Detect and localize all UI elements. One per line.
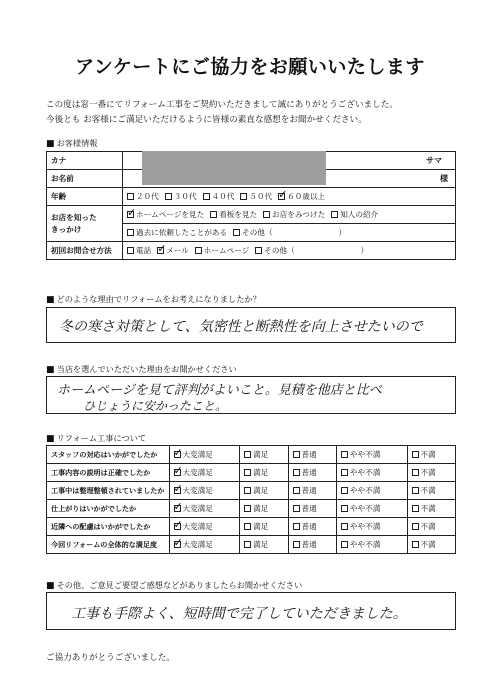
rating-cell[interactable] [407,500,455,518]
rating-label: 満足 [253,522,269,531]
inquiry-checkbox-3[interactable] [255,247,262,254]
rating-checkbox[interactable] [412,487,419,494]
source-row1-option-2[interactable] [263,209,325,220]
rating-label: 不満 [420,504,436,513]
rating-label: 不満 [420,468,436,477]
rating-cell[interactable] [169,482,240,500]
inquiry-checkbox-2[interactable] [195,247,202,254]
inquiry-checkbox-0[interactable] [127,247,134,254]
rating-checkbox[interactable] [174,541,181,548]
rating-label: 不満 [420,450,436,459]
q1-heading: ■ どのような理由でリフォームをお考えになりましたか？ [46,294,261,305]
rating-checkbox[interactable] [244,487,251,494]
rating-checkbox[interactable] [244,451,251,458]
age-label: 年齢 [47,188,123,206]
source-row2-other-close: ） [338,228,347,237]
inquiry-option-label: その他（ [264,246,295,255]
age-option-label: ５０代 [249,192,273,201]
review-row [47,518,456,536]
rating-cell[interactable] [407,536,455,554]
rating-checkbox[interactable] [244,541,251,548]
intro-line-1: この度は窓一番にてリフォーム工事をご契約いただきまして誠にありがとうございました。 [46,100,398,110]
rating-checkbox[interactable] [174,469,181,476]
source-row2-checkbox-1[interactable] [233,229,240,236]
rating-label: 大変満足 [182,450,213,459]
rating-label: 不満 [420,522,436,531]
rating-cell[interactable] [240,482,288,500]
rating-cell[interactable] [336,482,407,500]
rating-label: 大変満足 [182,540,213,549]
rating-checkbox[interactable] [341,451,348,458]
rating-label: 普通 [301,468,317,477]
review-question: 近隣への配慮はいかがでしたか [47,518,170,536]
source-row1-checkbox-3[interactable] [331,211,338,218]
age-option-label: ２０代 [136,192,159,201]
review-table [46,445,456,554]
inquiry-other-close: ） [360,246,369,255]
rating-label: 満足 [253,468,269,477]
age-checkbox-4[interactable] [278,193,285,200]
rating-checkbox[interactable] [341,469,348,476]
source-row2-option-0[interactable] [127,227,227,238]
q1-answer-text: 冬の寒さ対策として、気密性と断熱性を向上させたいので [59,319,423,335]
source-row1-option-label: 看板を見た [219,210,258,219]
rating-cell[interactable] [288,518,336,536]
q2-answer-line-2: ひじょうに安かったこと。 [83,399,228,413]
review-row [47,482,456,500]
rating-label: 大変満足 [182,486,213,495]
source-options-row-2 [123,224,456,242]
rating-checkbox[interactable] [293,469,300,476]
rating-checkbox[interactable] [412,541,419,548]
review-question: 仕上がりはいかがでしたか [47,500,170,518]
rating-label: やや不満 [349,468,381,477]
rating-cell[interactable] [240,464,288,482]
rating-cell[interactable] [288,446,336,464]
source-row2-option-1[interactable] [233,227,272,238]
q2-answer-line-1: ホームページを見て評判がよいこと。見積を他店と比べ [57,383,382,398]
review-row [47,500,456,518]
rating-checkbox[interactable] [341,523,348,530]
review-heading: ■ リフォーム工事について [46,433,147,444]
q3-answer-text: 工事も手際よく、短時間で完了していただきました。 [71,606,407,622]
rating-checkbox[interactable] [293,487,300,494]
source-row1-option-label: 知人の紹介 [340,210,379,219]
rating-cell[interactable] [407,482,455,500]
name-suffix: 様 [440,174,448,183]
rating-checkbox[interactable] [341,505,348,512]
inquiry-option-label: メール [166,246,189,255]
source-row2-option-label: その他（ [242,228,273,237]
age-checkbox-2[interactable] [203,193,210,200]
rating-checkbox[interactable] [341,487,348,494]
inquiry-option-2[interactable] [195,245,249,256]
source-options-row-1 [123,206,456,224]
rating-label: 普通 [301,486,317,495]
source-row1-option-label: お店をみつけた [272,210,326,219]
rating-cell[interactable] [169,500,240,518]
rating-label: 満足 [253,540,269,549]
review-row [47,464,456,482]
review-row [47,536,456,554]
rating-label: やや不満 [349,540,381,549]
rating-cell[interactable] [169,464,240,482]
rating-checkbox[interactable] [293,505,300,512]
rating-label: 普通 [301,540,317,549]
q1-answer-box[interactable] [46,307,456,343]
inquiry-checkbox-1[interactable] [157,247,164,254]
footer-thanks: ご協力ありがとうございました。 [46,653,175,663]
source-row1-option-0[interactable] [127,209,204,220]
rating-checkbox[interactable] [244,469,251,476]
q3-heading: ■ その他、ご意見ご要望ご感想などがありましたらお聞かせください [46,580,303,591]
rating-label: 普通 [301,522,317,531]
rating-cell[interactable] [240,536,288,554]
source-row1-option-3[interactable] [331,209,378,220]
inquiry-option-label: 電話 [136,246,152,255]
age-option-1[interactable] [165,191,197,202]
kana-label: カナ [47,152,123,170]
age-option-0[interactable] [127,191,159,202]
rating-cell[interactable] [288,482,336,500]
rating-cell[interactable] [407,446,455,464]
rating-label: 大変満足 [182,522,213,531]
age-option-label: ４０代 [211,192,235,201]
name-label: お名前 [47,170,123,188]
rating-label: 大変満足 [182,468,213,477]
inquiry-option-label: ホームページ [203,246,250,255]
inquiry-option-3[interactable] [255,245,294,256]
rating-checkbox[interactable] [293,523,300,530]
customer-heading: ■ お客様情報 [46,138,98,149]
rating-cell[interactable] [240,446,288,464]
rating-cell[interactable] [288,464,336,482]
source-row2-checkbox-0[interactable] [127,229,134,236]
rating-label: 普通 [301,450,317,459]
intro-line-2: 今後とも お客様にご満足いただけるように皆様の素直な感想をお聞かせください。 [46,115,367,125]
age-option-4[interactable] [278,191,325,202]
rating-label: 満足 [253,504,269,513]
source-row1-checkbox-1[interactable] [210,211,217,218]
rating-label: 不満 [420,540,436,549]
source-row1-option-label: ホームページを見た [136,210,205,219]
rating-cell[interactable] [336,464,407,482]
rating-cell[interactable] [240,500,288,518]
review-question: 工事内容の説明は正確でしたか [47,464,170,482]
rating-cell[interactable] [169,518,240,536]
rating-cell[interactable] [407,464,455,482]
inquiry-label: 初回お問合せ方法 [47,242,123,260]
rating-cell[interactable] [169,536,240,554]
rating-label: 普通 [301,504,317,513]
rating-checkbox[interactable] [412,469,419,476]
rating-label: 大変満足 [182,504,213,513]
age-checkbox-1[interactable] [165,193,172,200]
source-row2-option-label: 過去に依頼したことがある [136,228,228,237]
age-options [123,188,456,206]
rating-checkbox[interactable] [293,451,300,458]
q3-answer-box[interactable] [46,592,456,630]
review-question: スタッフの対応はいかがでしたか [47,446,170,464]
page-title: アンケートにご協力をお願いいたします [75,56,425,78]
rating-label: やや不満 [349,504,381,513]
rating-cell[interactable] [288,536,336,554]
rating-checkbox[interactable] [293,541,300,548]
rating-label: 満足 [253,450,269,459]
age-checkbox-3[interactable] [240,193,247,200]
rating-label: 不満 [420,486,436,495]
rating-checkbox[interactable] [174,505,181,512]
source-row1-checkbox-2[interactable] [263,211,270,218]
rating-checkbox[interactable] [412,523,419,530]
source-row1-checkbox-0[interactable] [127,211,134,218]
rating-checkbox[interactable] [174,451,181,458]
rating-cell[interactable] [240,518,288,536]
age-option-3[interactable] [240,191,272,202]
kana-suffix: サマ [426,156,442,165]
rating-checkbox[interactable] [244,523,251,530]
rating-label: やや不満 [349,522,381,531]
redacted-name-block [142,151,326,185]
rating-checkbox[interactable] [412,451,419,458]
inquiry-options [123,242,456,260]
rating-checkbox[interactable] [341,541,348,548]
rating-cell[interactable] [407,518,455,536]
source-row1-option-1[interactable] [210,209,257,220]
q2-heading: ■ 当店を選んでいただいた理由をお聞かせください [46,364,237,375]
rating-checkbox[interactable] [244,505,251,512]
rating-checkbox[interactable] [174,523,181,530]
rating-checkbox[interactable] [412,505,419,512]
rating-cell[interactable] [336,536,407,554]
age-option-label: ３０代 [173,192,197,201]
age-option-2[interactable] [203,191,235,202]
rating-cell[interactable] [288,500,336,518]
review-question: 今回リフォームの全体的な満足度 [47,536,170,554]
age-option-label: ６０歳以上 [287,192,326,201]
q2-answer-box[interactable] [46,376,456,414]
rating-label: やや不満 [349,486,381,495]
age-checkbox-0[interactable] [127,193,134,200]
rating-cell[interactable] [336,518,407,536]
rating-cell[interactable] [336,446,407,464]
rating-cell[interactable] [169,446,240,464]
rating-label: やや不満 [349,450,381,459]
inquiry-option-0[interactable] [127,245,151,256]
rating-cell[interactable] [336,500,407,518]
source-label: お店を知った きっかけ [47,206,123,242]
rating-checkbox[interactable] [174,487,181,494]
review-question: 工事中は整理整頓されていましたか [47,482,170,500]
inquiry-option-1[interactable] [157,245,189,256]
review-row [47,446,456,464]
rating-label: 満足 [253,486,269,495]
